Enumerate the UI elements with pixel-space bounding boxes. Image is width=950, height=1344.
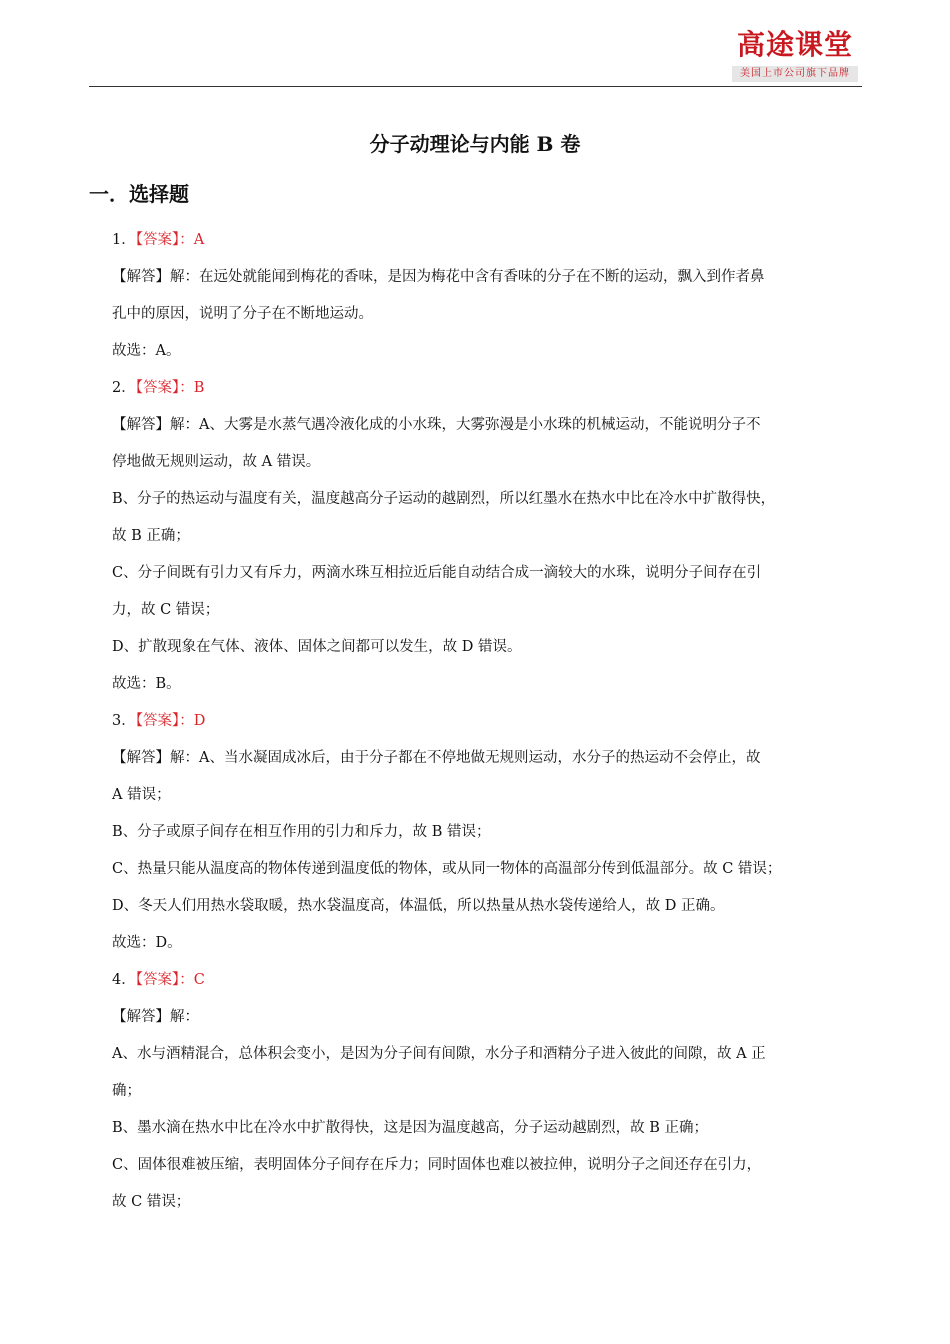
text-line: 【解答】解：A、大雾是水蒸气遇冷液化成的小水珠，大雾弥漫是小水珠的机械运动，不能说明分子不	[112, 417, 761, 433]
text-line: 故 B 正确；	[112, 528, 190, 544]
question-number: 4．	[112, 972, 136, 988]
logo-tagline: 美国上市公司旗下品牌	[732, 66, 858, 82]
answer-content	[112, 222, 862, 1221]
header-divider	[89, 86, 862, 87]
text-line: 力，故 C 错误；	[112, 602, 220, 618]
page-title: 分子动理论与内能 B 卷	[369, 132, 581, 156]
text-line: D、冬天人们用热水袋取暖，热水袋温度高，体温低，所以热量从热水袋传递给人，故 D 正确。	[112, 898, 725, 914]
text-line: A、水与酒精混合，总体积会变小，是因为分子间有间隙，水分子和酒精分子进入彼此的间隙，故 A 正	[112, 1046, 766, 1062]
text-line: 故 C 错误；	[112, 1194, 191, 1210]
answer-key: 【答案】：B	[135, 380, 205, 396]
text-line: C、固体很难被压缩，表明固体分子间存在斥力；同时固体也难以被拉伸，说明分子之间还存在引力，	[112, 1157, 762, 1173]
text-line: 故选：A。	[112, 343, 181, 359]
answer-line	[112, 962, 862, 999]
text-line: 【解答】解：在远处就能闻到梅花的香味，是因为梅花中含有香味的分子在不断的运动，飘入到作者鼻	[112, 269, 765, 285]
answer-key: 【答案】：C	[135, 972, 205, 988]
answer-line	[112, 222, 862, 259]
question-number: 1．	[112, 232, 136, 248]
text-line: 确；	[112, 1083, 141, 1099]
text-line: 停地做无规则运动，故 A 错误。	[112, 454, 321, 470]
text-line: C、分子间既有引力又有斥力，两滴水珠互相拉近后能自动结合成一滴较大的水珠，说明分子间存在引	[112, 565, 762, 581]
text-line: 【解答】解：A、当水凝固成冰后，由于分子都在不停地做无规则运动，水分子的热运动不会停止，故	[112, 750, 761, 766]
answer-line	[112, 703, 862, 740]
text-line: A 错误；	[112, 787, 171, 803]
text-line: 故选：B。	[112, 676, 181, 692]
logo-brand-text: 高途课堂	[736, 28, 853, 61]
answer-key: 【答案】：D	[135, 713, 206, 729]
text-line: B、墨水滴在热水中比在冷水中扩散得快，这是因为温度越高，分子运动越剧烈，故 B 正确；	[112, 1120, 709, 1136]
question-number: 2．	[112, 380, 136, 396]
text-line: B、分子或原子间存在相互作用的引力和斥力，故 B 错误；	[112, 824, 491, 840]
text-line: 故选：D。	[112, 935, 182, 951]
answer-key: 【答案】：A	[135, 232, 205, 248]
text-line: D、扩散现象在气体、液体、固体之间都可以发生，故 D 错误。	[112, 639, 522, 655]
section-heading: 一．选择题	[89, 182, 189, 206]
answer-line	[112, 370, 862, 407]
text-line: 【解答】解：	[112, 1009, 199, 1025]
text-line: C、热量只能从温度高的物体传递到温度低的物体，或从同一物体的高温部分传到低温部分。故 C 错误；	[112, 861, 782, 877]
brand-logo	[728, 28, 862, 88]
text-line: B、分子的热运动与温度有关，温度越高分子运动的越剧烈，所以红墨水在热水中比在冷水中扩散得快，	[112, 491, 776, 507]
text-line: 孔中的原因，说明了分子在不断地运动。	[112, 306, 373, 322]
question-number: 3．	[112, 713, 136, 729]
